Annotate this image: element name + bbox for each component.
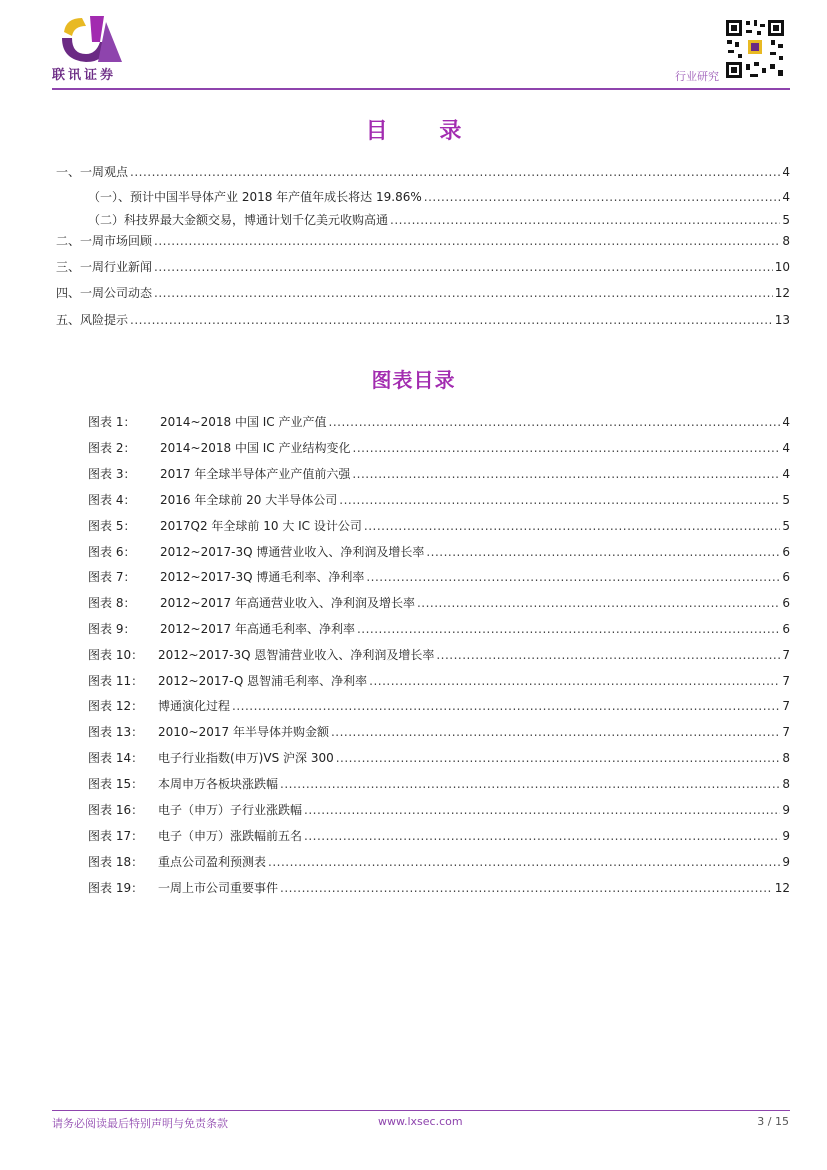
figure-entry[interactable] bbox=[88, 854, 790, 870]
figure-dot-leader bbox=[357, 621, 780, 637]
figure-dot-leader bbox=[304, 802, 780, 818]
toc-entry-label: 二、一周市场回顾 bbox=[56, 234, 153, 248]
toc-title: 目 录 bbox=[365, 119, 484, 144]
figure-entry[interactable] bbox=[88, 647, 790, 663]
toc-entry[interactable] bbox=[56, 285, 790, 301]
qr-code-icon bbox=[724, 18, 786, 80]
figure-page: 4 bbox=[782, 467, 790, 481]
figure-dot-leader bbox=[366, 569, 780, 585]
toc-entry-page: 4 bbox=[782, 165, 790, 179]
figure-dot-leader bbox=[426, 544, 780, 560]
brand-name: 联讯证券 bbox=[52, 68, 117, 83]
figure-number: 图表 17： bbox=[88, 829, 144, 843]
figure-dot-leader bbox=[268, 854, 780, 870]
toc-dot-leader bbox=[154, 233, 780, 249]
figure-label: 博通演化过程 bbox=[158, 699, 231, 713]
figure-dot-leader bbox=[280, 880, 773, 896]
figure-label: 2010~2017 年半导体并购金额 bbox=[158, 725, 329, 739]
figure-page: 4 bbox=[782, 441, 790, 455]
figure-entry[interactable] bbox=[88, 776, 790, 792]
toc-dot-leader bbox=[130, 312, 773, 328]
figure-entry[interactable] bbox=[88, 880, 790, 896]
figure-dot-leader bbox=[280, 776, 780, 792]
figure-number: 图表 13： bbox=[88, 725, 144, 739]
figure-label: 2012~2017 年高通毛利率、净利率 bbox=[160, 622, 355, 636]
figure-label: 2014~2018 中国 IC 产业产值 bbox=[160, 415, 327, 429]
figure-entry[interactable] bbox=[88, 698, 790, 714]
figure-number: 图表 14： bbox=[88, 751, 144, 765]
toc-entry[interactable] bbox=[56, 233, 790, 249]
figure-page: 6 bbox=[782, 596, 790, 610]
figure-entry[interactable] bbox=[88, 802, 790, 818]
figure-dot-leader bbox=[353, 440, 781, 456]
figure-entry[interactable] bbox=[88, 518, 790, 534]
figure-entry[interactable] bbox=[88, 673, 790, 689]
figure-label: 一周上市公司重要事件 bbox=[158, 881, 279, 895]
figures-title: 图表目录 bbox=[371, 368, 456, 392]
toc-entry-page: 12 bbox=[774, 286, 790, 300]
figure-entry[interactable] bbox=[88, 414, 790, 430]
toc-dot-leader bbox=[154, 259, 773, 275]
figure-entry[interactable] bbox=[88, 440, 790, 456]
toc-entry-page: 13 bbox=[774, 313, 790, 327]
figure-entry[interactable] bbox=[88, 492, 790, 508]
figure-number: 图表 19： bbox=[88, 881, 144, 895]
toc-dot-leader bbox=[130, 164, 780, 180]
figure-dot-leader bbox=[417, 595, 780, 611]
toc-entry-label: （一）、预计中国半导体产业 2018 年产值年成长将达 19.86% bbox=[88, 190, 422, 204]
figure-entry[interactable] bbox=[88, 595, 790, 611]
figure-entry[interactable] bbox=[88, 544, 790, 560]
page-header bbox=[0, 0, 827, 100]
figure-label: 重点公司盈利预测表 bbox=[158, 855, 267, 869]
figure-dot-leader bbox=[339, 492, 780, 508]
figure-page: 5 bbox=[782, 493, 790, 507]
figure-label: 2012~2017-3Q 恩智浦营业收入、净利润及增长率 bbox=[158, 648, 435, 662]
figure-number: 图表 4： bbox=[88, 493, 136, 507]
figure-label: 电子（申万）子行业涨跌幅 bbox=[158, 803, 303, 817]
toc-entry[interactable] bbox=[88, 212, 790, 228]
toc-entry-page: 4 bbox=[782, 190, 790, 204]
figure-label: 电子行业指数(申万)VS 沪深 300 bbox=[158, 751, 334, 765]
figure-page: 9 bbox=[782, 855, 790, 869]
toc-entry-page: 5 bbox=[782, 213, 790, 227]
toc-entry-label: 四、一周公司动态 bbox=[56, 286, 153, 300]
figure-page: 6 bbox=[782, 622, 790, 636]
figure-number: 图表 6： bbox=[88, 545, 136, 559]
toc-entry[interactable] bbox=[56, 259, 790, 275]
figure-label: 2017 年全球半导体产业产值前六强 bbox=[160, 467, 351, 481]
figure-page: 7 bbox=[782, 648, 790, 662]
footer-divider bbox=[52, 1110, 790, 1111]
figure-number: 图表 11： bbox=[88, 674, 144, 688]
figure-entry[interactable] bbox=[88, 724, 790, 740]
figure-label: 2012~2017-3Q 博通毛利率、净利率 bbox=[160, 570, 365, 584]
figure-page: 6 bbox=[782, 570, 790, 584]
figure-page: 5 bbox=[782, 519, 790, 533]
footer-disclaimer[interactable]: 请务必阅读最后特别声明与免责条款 bbox=[52, 1117, 228, 1130]
figure-page: 4 bbox=[782, 415, 790, 429]
figure-entry[interactable] bbox=[88, 750, 790, 766]
figure-label: 2014~2018 中国 IC 产业结构变化 bbox=[160, 441, 351, 455]
figure-number: 图表 1： bbox=[88, 415, 136, 429]
toc-entry-label: 一、一周观点 bbox=[56, 165, 129, 179]
toc-entry-label: （二）科技界最大金额交易，博通计划千亿美元收购高通 bbox=[88, 213, 389, 227]
figure-number: 图表 3： bbox=[88, 467, 136, 481]
figure-page: 8 bbox=[782, 751, 790, 765]
toc-entry[interactable] bbox=[56, 312, 790, 328]
figure-dot-leader bbox=[352, 466, 780, 482]
figure-number: 图表 8： bbox=[88, 596, 136, 610]
toc-entry[interactable] bbox=[88, 189, 790, 205]
figure-number: 图表 16： bbox=[88, 803, 144, 817]
figure-label: 2017Q2 年全球前 10 大 IC 设计公司 bbox=[160, 519, 362, 533]
figure-label: 2012~2017-Q 恩智浦毛利率、净利率 bbox=[158, 674, 368, 688]
figure-label: 本周申万各板块涨跌幅 bbox=[158, 777, 279, 791]
figure-page: 9 bbox=[782, 829, 790, 843]
figure-dot-leader bbox=[329, 414, 781, 430]
toc-entry-label: 五、风险提示 bbox=[56, 313, 129, 327]
toc-entry-page: 10 bbox=[774, 260, 790, 274]
figure-number: 图表 9： bbox=[88, 622, 136, 636]
figure-page: 6 bbox=[782, 545, 790, 559]
figure-dot-leader bbox=[336, 750, 781, 766]
figure-number: 图表 5： bbox=[88, 519, 136, 533]
figure-dot-leader bbox=[232, 698, 780, 714]
figure-dot-leader bbox=[331, 724, 780, 740]
figure-page: 7 bbox=[782, 674, 790, 688]
figure-number: 图表 12： bbox=[88, 699, 144, 713]
figure-entry[interactable] bbox=[88, 828, 790, 844]
figure-number: 图表 10： bbox=[88, 648, 144, 662]
figure-number: 图表 7： bbox=[88, 570, 136, 584]
toc-dot-leader bbox=[154, 285, 773, 301]
figure-dot-leader bbox=[364, 518, 780, 534]
figure-dot-leader bbox=[304, 828, 780, 844]
figure-number: 图表 2： bbox=[88, 441, 136, 455]
figure-label: 2012~2017-3Q 博通营业收入、净利润及增长率 bbox=[160, 545, 425, 559]
figure-label: 电子（申万）涨跌幅前五名 bbox=[158, 829, 303, 843]
footer-website-link[interactable]: www.lxsec.com bbox=[378, 1115, 463, 1128]
figure-number: 图表 15： bbox=[88, 777, 144, 791]
figure-entry[interactable] bbox=[88, 466, 790, 482]
figure-number: 图表 18： bbox=[88, 855, 144, 869]
section-label: 行业研究 bbox=[675, 70, 719, 83]
figure-page: 12 bbox=[774, 881, 790, 895]
toc-entry-label: 三、一周行业新闻 bbox=[56, 260, 153, 274]
figure-page: 7 bbox=[782, 725, 790, 739]
brand-logo-icon bbox=[56, 12, 126, 68]
figure-label: 2016 年全球前 20 大半导体公司 bbox=[160, 493, 338, 507]
toc-entry-page: 8 bbox=[782, 234, 790, 248]
toc-dot-leader bbox=[424, 189, 781, 205]
toc-dot-leader bbox=[390, 212, 780, 228]
figure-dot-leader bbox=[436, 647, 780, 663]
figure-label: 2012~2017 年高通营业收入、净利润及增长率 bbox=[160, 596, 415, 610]
toc-entry[interactable] bbox=[56, 164, 790, 180]
footer-page-indicator: 3 / 15 bbox=[757, 1115, 789, 1128]
figure-entry[interactable] bbox=[88, 621, 790, 637]
header-divider bbox=[52, 88, 790, 90]
figure-dot-leader bbox=[369, 673, 780, 689]
figure-page: 7 bbox=[782, 699, 790, 713]
figure-page: 9 bbox=[782, 803, 790, 817]
figure-entry[interactable] bbox=[88, 569, 790, 585]
figure-page: 8 bbox=[782, 777, 790, 791]
